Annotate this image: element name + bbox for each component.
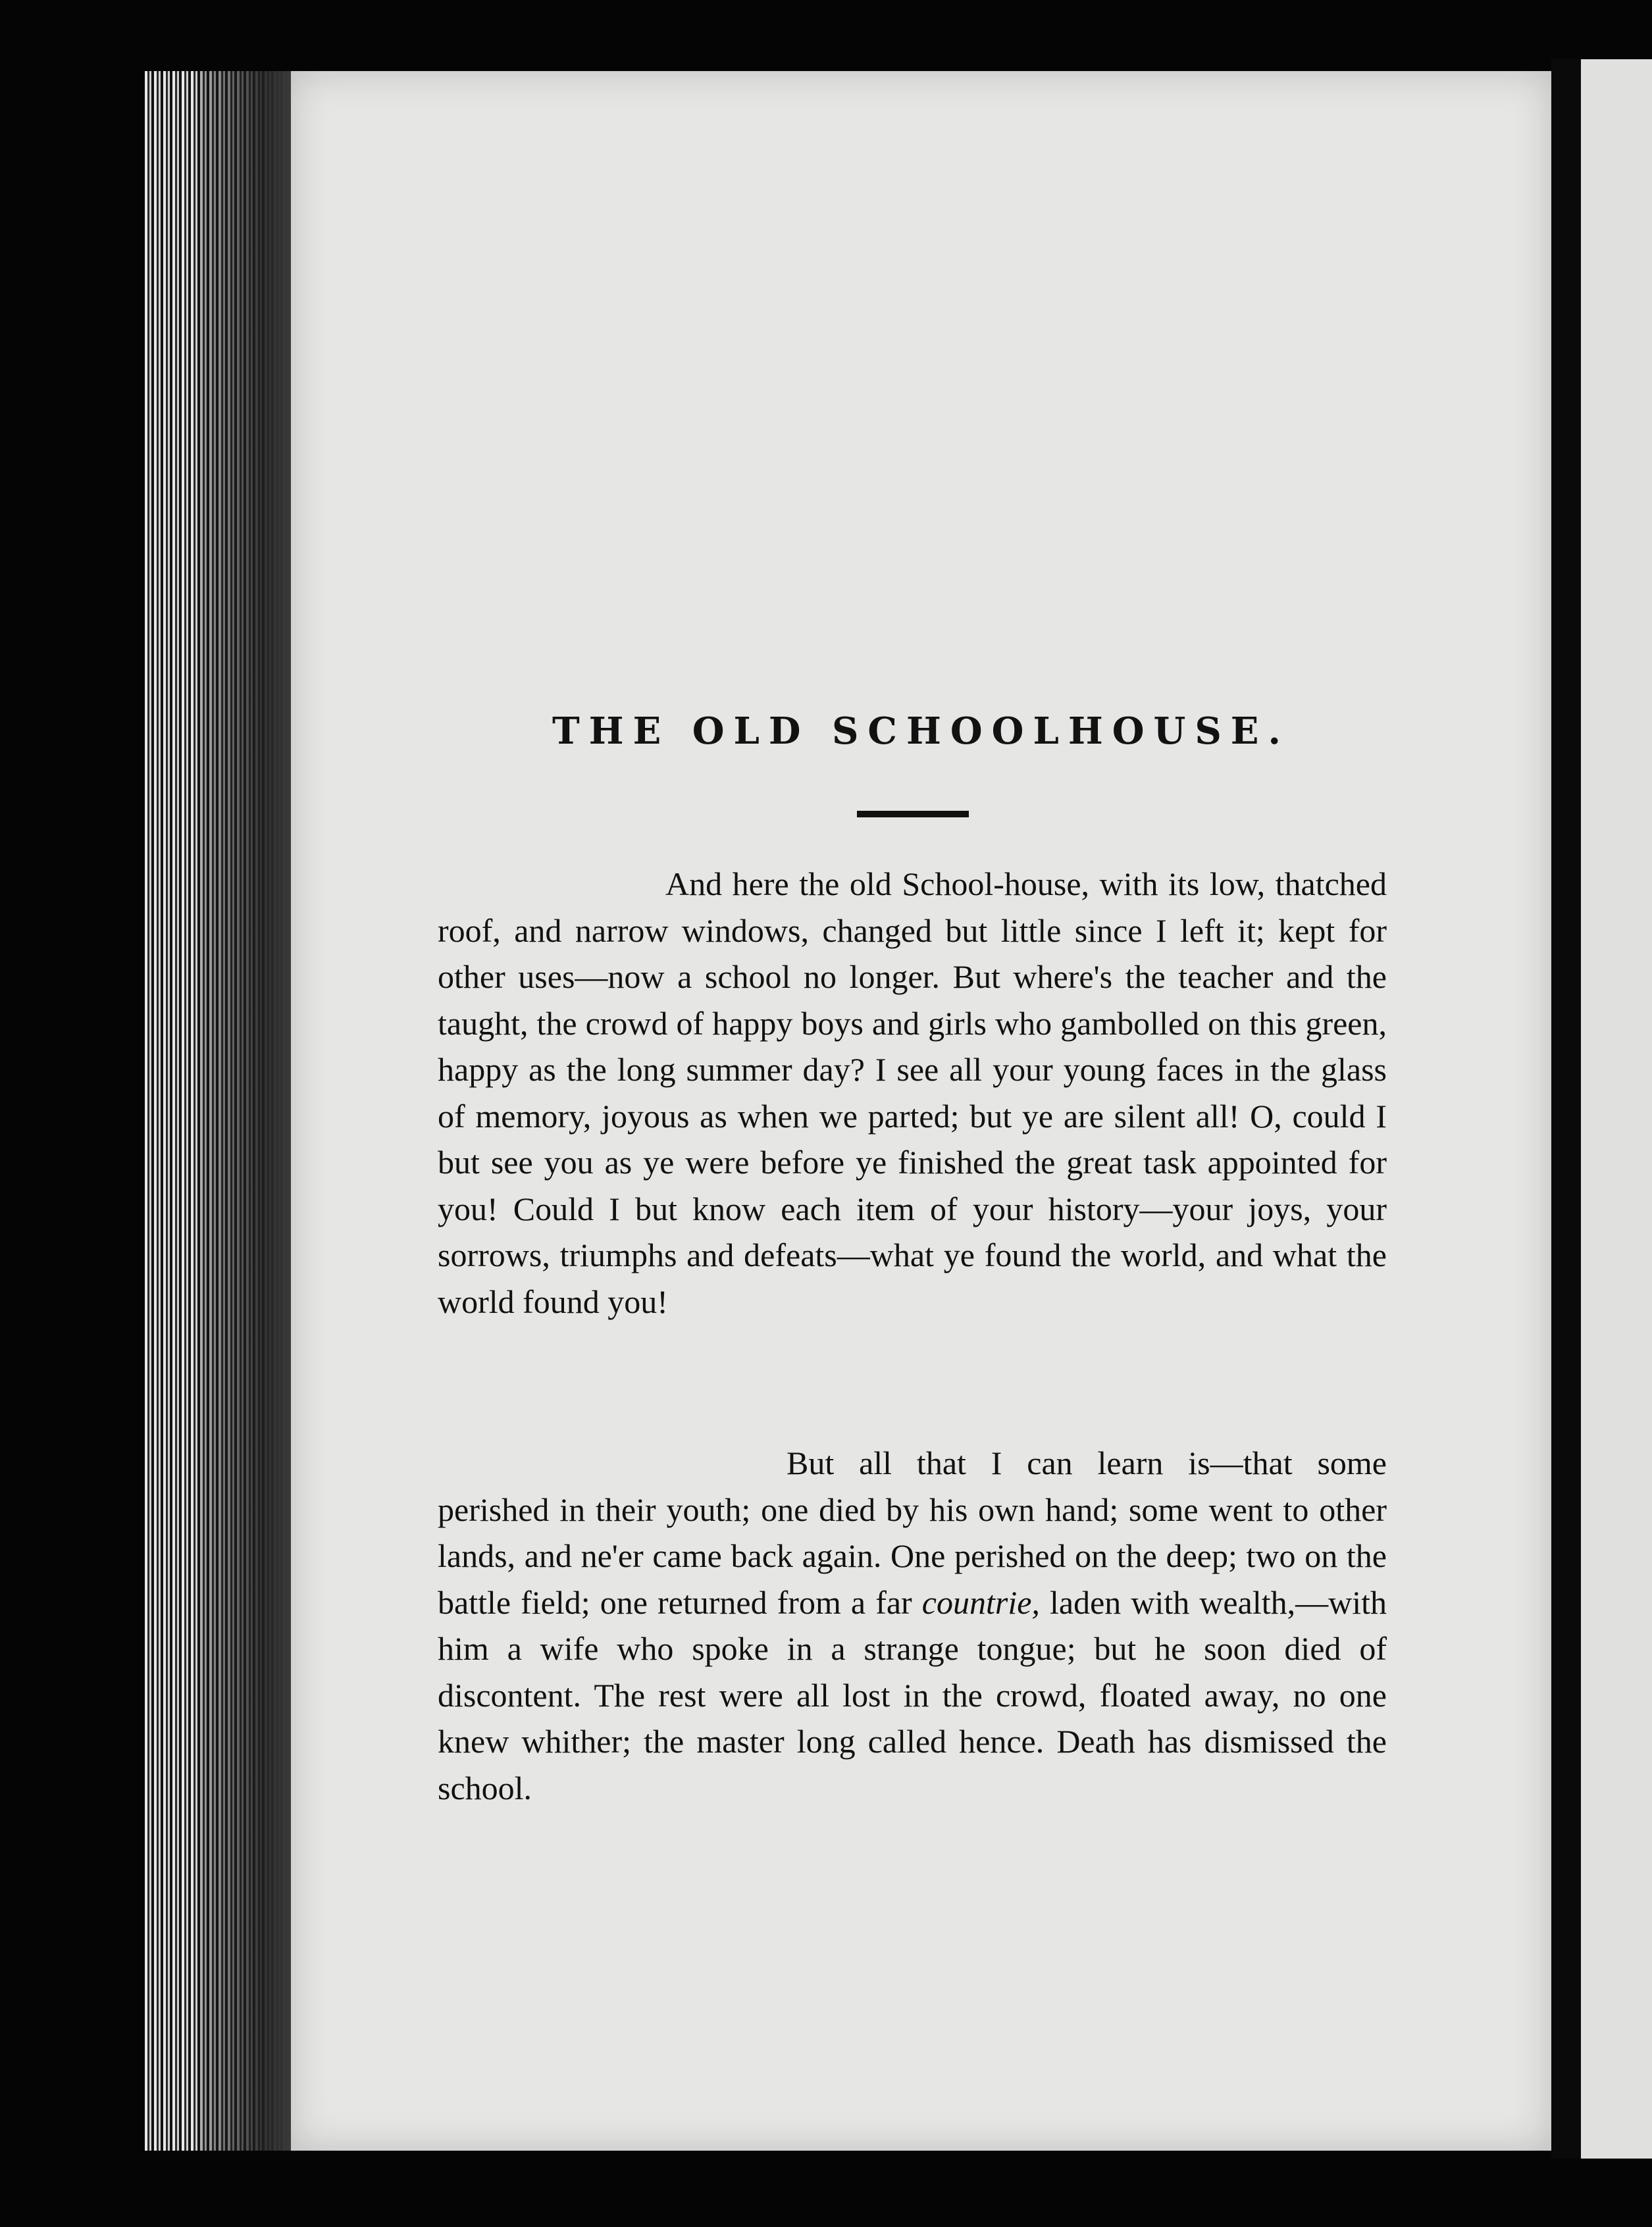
title-rule [857, 811, 969, 817]
book-page [291, 71, 1551, 2151]
page-edge-shadow [197, 71, 291, 2151]
paragraph-2-text-after: laden with wealth,—with him a wife who spoke in a strange tongue; but he soon died of discontent. The rest were all lost in the crowd, floated away, no one knew whither; the master long called hence. Death has dismissed the school. [438, 1583, 1387, 1806]
paragraph-2-italic-word: countrie, [921, 1583, 1040, 1621]
page-title: THE OLD SCHOOLHOUSE. [552, 709, 1290, 753]
paragraph-2 [438, 1440, 1387, 1811]
facing-page-edge [1581, 59, 1652, 2159]
book-gutter [1551, 59, 1581, 2159]
paragraph-2-text-before: But all that I can learn is—that some perished in their youth; one died by his own hand; some went to other lands, and ne'er came back again. One perished on the deep; two on the battle field; one returned from a far [438, 1445, 1387, 1621]
paragraph-1 [438, 861, 1387, 1325]
paragraph-1-text: And here the old School-house, with its low, thatched roof, and narrow windows, changed but little since I left it; kept for other uses—now a school no longer. But where's the teacher and the taught, the crowd of happy boys and girls who gambolled on this green, happy as the long summer day? I see all your young faces in the glass of memory, joyous as when we parted; but ye are silent all! O, could I but see you as ye were before ye finished the great task appointed for you! Could I but know each item of your history—your joys, your sorrows, triumphs and defeats—what ye found the world, and what the world found you! [438, 865, 1387, 1320]
